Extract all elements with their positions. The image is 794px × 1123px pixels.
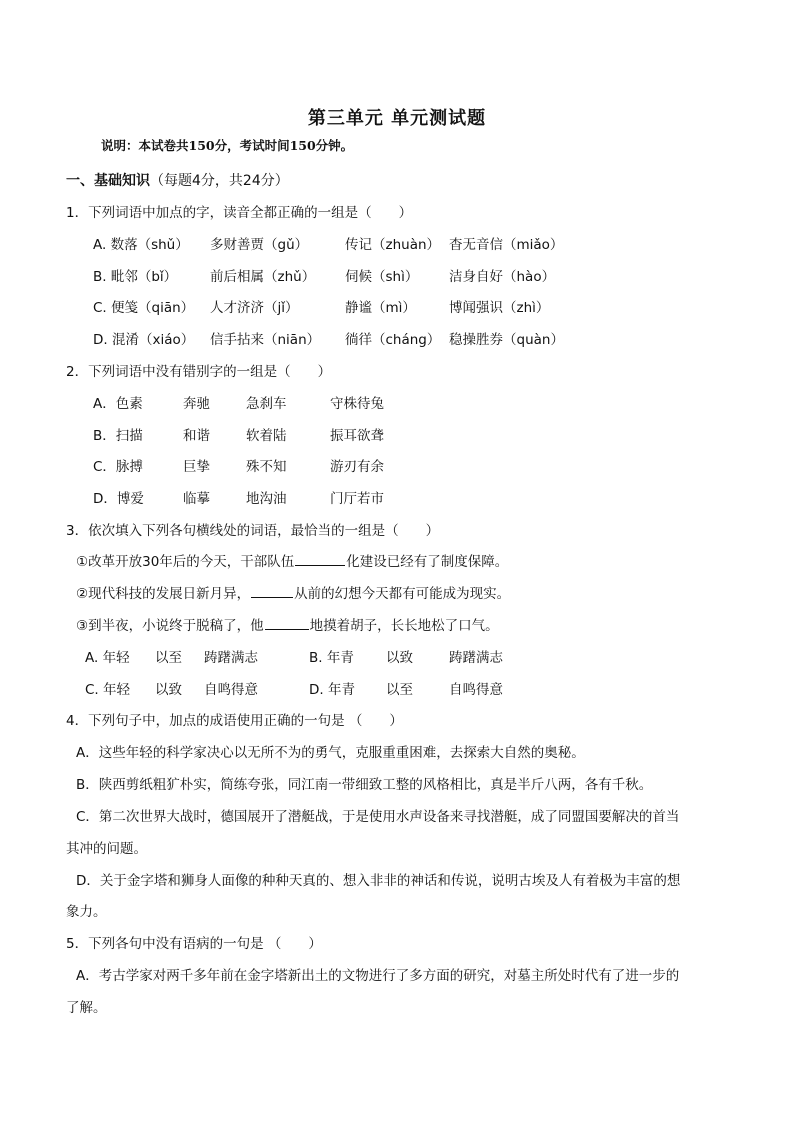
- q1-b-2: 前后相属（zhǔ）: [210, 269, 316, 285]
- q2-d-4: 门厅若市: [330, 491, 384, 507]
- q5-option-a-line2: 了解。: [66, 1000, 107, 1016]
- q2-stem: 2．下列词语中没有错别字的一组是（ ）: [66, 364, 332, 380]
- q2-c-4: 游刃有余: [330, 459, 384, 475]
- q5-option-a-line1: A．考古学家对两千多年前在金字塔新出土的文物进行了多方面的研究，对墓主所处时代有了进一步的: [76, 968, 680, 984]
- q3-c-1: C. 年轻: [85, 682, 131, 698]
- exam-note: 说明：本试卷共150分，考试时间150分钟。: [101, 138, 354, 153]
- fill-blank: [265, 617, 309, 630]
- q3-d-2: 以至: [386, 682, 413, 698]
- q1-a-2: 多财善贾（gǔ）: [210, 237, 309, 253]
- q3-b-3: 踌躇满志: [449, 650, 503, 666]
- fill-blank: [251, 585, 293, 598]
- q3-sentence-2: ②现代科技的发展日新月异， 从前的幻想今天都有可能成为现实。: [76, 586, 511, 602]
- q2-d-2: 临摹: [183, 491, 210, 507]
- q2-b-4: 振耳欲聋: [330, 428, 384, 444]
- section-1-points: （每题4分，共24分）: [150, 173, 289, 189]
- q2-a-2: 奔驰: [183, 396, 210, 412]
- q4-option-c-line2: 其冲的问题。: [66, 841, 147, 857]
- q1-b-1: B. 毗邻（bǐ）: [93, 269, 178, 285]
- q3-a-3: 踌躇满志: [204, 650, 258, 666]
- q1-d-4: 稳操胜券（quàn）: [449, 332, 564, 348]
- q2-b-1: B．扫描: [93, 428, 143, 444]
- q3-d-1: D. 年青: [309, 682, 355, 698]
- q3-b-1: B. 年青: [309, 650, 354, 666]
- q4-stem: 4．下列句子中，加点的成语使用正确的一句是 （ ）: [66, 713, 403, 729]
- q1-c-4: 博闻强识（zhì）: [449, 300, 550, 316]
- q4-option-a: A．这些年轻的科学家决心以无所不为的勇气，克服重重困难，去探索大自然的奥秘。: [76, 745, 585, 761]
- q3-a-2: 以至: [155, 650, 182, 666]
- page-title: 第三单元 单元测试题: [307, 108, 487, 129]
- q4-option-d-line2: 象力。: [66, 904, 107, 920]
- q2-b-2: 和谐: [183, 428, 210, 444]
- q1-c-2: 人才济济（jǐ）: [210, 300, 299, 316]
- q1-stem: 1．下列词语中加点的字，读音全都正确的一组是（ ）: [66, 205, 413, 221]
- q1-d-1: D. 混淆（xiáo）: [93, 332, 195, 348]
- q1-c-1: C. 便笺（qiān）: [93, 300, 195, 316]
- q5-stem: 5．下列各句中没有语病的一句是 （ ）: [66, 936, 322, 952]
- q2-a-4: 守株待兔: [330, 396, 384, 412]
- q1-d-2: 信手拈来（niān）: [210, 332, 321, 348]
- q2-d-1: D．博爱: [93, 491, 144, 507]
- fill-blank: [295, 553, 345, 566]
- q1-a-3: 传记（zhuàn）: [345, 237, 441, 253]
- q1-a-4: 杳无音信（miǎo）: [449, 237, 564, 253]
- q2-a-3: 急刹车: [246, 396, 287, 412]
- q1-b-4: 洁身自好（hào）: [449, 269, 556, 285]
- q1-a-1: A. 数落（shǔ）: [93, 237, 189, 253]
- q1-b-3: 伺候（shì）: [345, 269, 419, 285]
- q3-c-3: 自鸣得意: [204, 682, 258, 698]
- q3-b-2: 以致: [386, 650, 413, 666]
- q2-c-1: C．脉搏: [93, 459, 143, 475]
- q2-c-2: 巨挚: [183, 459, 210, 475]
- section-1-title: 一、基础知识: [66, 173, 150, 189]
- q2-d-3: 地沟油: [246, 491, 287, 507]
- q4-option-c-line1: C．第二次世界大战时，德国展开了潜艇战，于是使用水声设备来寻找潜艇，成了同盟国要解决的首当: [76, 809, 680, 825]
- q2-c-3: 殊不知: [246, 459, 287, 475]
- q1-d-3: 徜徉（cháng）: [345, 332, 441, 348]
- q2-b-3: 软着陆: [246, 428, 287, 444]
- q4-option-d-line1: D．关于金字塔和狮身人面像的种种天真的、想入非非的神话和传说，说明古埃及人有着极为丰富的想: [76, 873, 681, 889]
- q3-d-3: 自鸣得意: [449, 682, 503, 698]
- q3-a-1: A. 年轻: [85, 650, 130, 666]
- section-1-heading: [66, 172, 289, 190]
- q3-c-2: 以致: [155, 682, 182, 698]
- q3-sentence-3: ③到半夜，小说终于脱稿了，他 地摸着胡子，长长地松了口气。: [76, 618, 499, 634]
- q3-sentence-1: ①改革开放30年后的今天，干部队伍 化建设已经有了制度保障。: [76, 554, 509, 570]
- q4-option-b: B．陕西剪纸粗犷朴实，简练夸张，同江南一带细致工整的风格相比，真是半斤八两，各有千秋。: [76, 777, 653, 793]
- q1-c-3: 静谧（mì）: [345, 300, 416, 316]
- q3-stem: 3．依次填入下列各句横线处的词语，最恰当的一组是（ ）: [66, 523, 440, 539]
- q2-a-1: A．色素: [93, 396, 143, 412]
